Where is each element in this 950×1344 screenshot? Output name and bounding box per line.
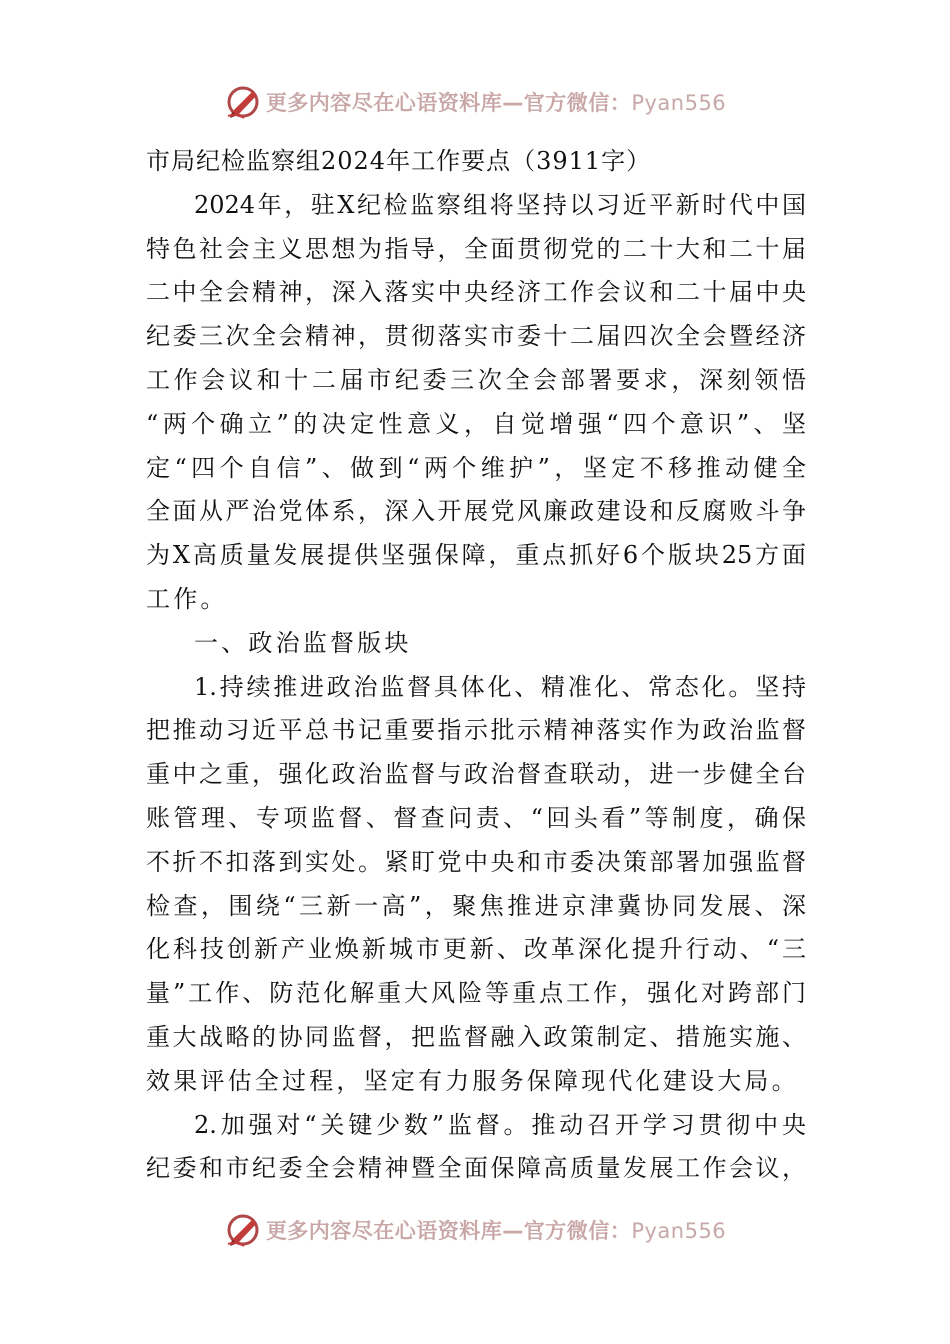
paragraph-line: “两个确立”的决定性意义，自觉增强“四个意识”、坚 [146, 409, 806, 438]
document-body [146, 140, 806, 1191]
paragraph-line: 特色社会主义思想为指导，全面贯彻党的二十大和二十届 [146, 234, 806, 263]
paragraph-line: 效果评估全过程，坚定有力服务保障现代化建设大局。 [146, 1066, 799, 1095]
paragraph-line: 检查，围绕“三新一高”，聚焦推进京津冀协同发展、深 [146, 891, 806, 920]
paragraph-line: 定“四个自信”、做到“两个维护”，坚定不移推动健全 [146, 453, 806, 482]
watermark-banner-bottom [0, 1208, 950, 1252]
paragraph-line: 为X高质量发展提供坚强保障，重点抓好6个版块25方面 [146, 541, 806, 570]
paragraph-line: 工作。 [146, 584, 228, 613]
paragraph-line: 重中之重，强化政治监督与政治督查联动，进一步健全台 [146, 760, 806, 789]
paragraph-line: 量”工作、防范化解重大风险等重点工作，强化对跨部门 [146, 979, 806, 1008]
paragraph-line: 化科技创新产业焕新城市更新、改革深化提升行动、“三 [146, 935, 806, 964]
paragraph-line: 纪委和市纪委全会精神暨全面保障高质量发展工作会议， [146, 1154, 806, 1183]
paragraph-line: 重大战略的协同监督，把监督融入政策制定、措施实施、 [146, 1022, 806, 1051]
paragraph-line: 二中全会精神，深入落实中央经济工作会议和二十届中央 [146, 278, 806, 307]
watermark-text: 更多内容尽在心语资料库—官方微信：Pyan556 [265, 1219, 727, 1243]
paragraph-line: 账管理、专项监督、督查问责、“回头看”等制度，确保 [146, 803, 806, 832]
watermark-text: 更多内容尽在心语资料库—官方微信：Pyan556 [265, 91, 727, 115]
paragraph-line: 工作会议和十二届市纪委三次全会部署要求，深刻领悟 [146, 365, 806, 394]
section-heading: 一、政治监督版块 [194, 628, 412, 657]
paragraph-line: 纪委三次全会精神，贯彻落实市委十二届四次全会暨经济 [146, 322, 806, 351]
paragraph-line: 全面从严治党体系，深入开展党风廉政建设和反腐败斗争 [146, 497, 806, 526]
paragraph-line: 不折不扣落到实处。紧盯党中央和市委决策部署加强监督 [146, 847, 806, 876]
pen-circle-icon [224, 82, 264, 122]
watermark-banner-top [0, 80, 950, 124]
paragraph-line: 2024年，驻X纪检监察组将坚持以习近平新时代中国 [194, 190, 806, 219]
paragraph-line: 1.持续推进政治监督具体化、精准化、常态化。坚持 [194, 672, 806, 701]
paragraph-line: 把推动习近平总书记重要指示批示精神落实作为政治监督 [146, 716, 806, 745]
paragraph-line: 2.加强对“关键少数”监督。推动召开学习贯彻中央 [194, 1110, 806, 1139]
pen-circle-icon [224, 1210, 264, 1250]
document-title: 市局纪检监察组2024年工作要点（3911字） [146, 147, 652, 175]
